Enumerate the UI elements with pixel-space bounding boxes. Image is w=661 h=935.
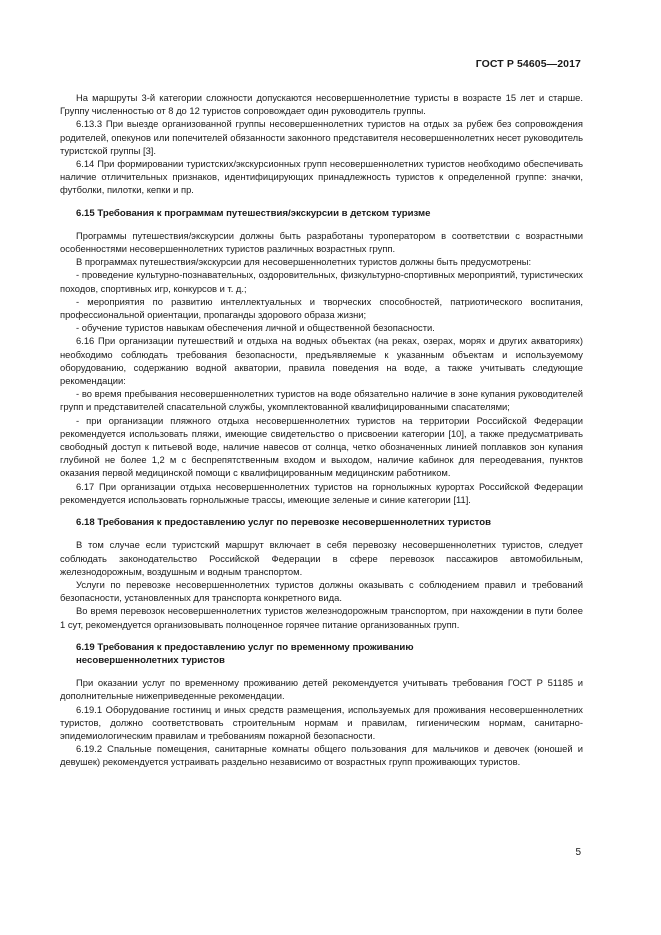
paragraph: 6.19.2 Спальные помещения, санитарные комнаты общего пользования для мальчиков и девочек (юношей и девушек) рекомендуется устраивать раздельно независимо от возрастных групп проживающих туристов.: [60, 743, 583, 768]
paragraph: Программы путешествия/экскурсии должны быть разработаны туроператором в соответствии с возрастными особенностями несовершеннолетних туристов различных возрастных групп.: [60, 229, 583, 255]
list-item: - проведение культурно-познавательных, оздоровительных, физкультурно-спортивных мероприятий, туристических походов, спортивных игр, конкурсов и т. д.;: [60, 269, 583, 294]
paragraph: В том случае если туристский маршрут включает в себя перевозку несовершеннолетних туристов, следует соблюдать законодательство Российской Федерации в сфере перевозок пассажиров автомобильным, железнодорожным, воздушным и водным транспортом.: [60, 539, 583, 577]
section-heading-line-1: 6.19 Требования к предоставлению услуг по временному проживанию: [76, 641, 414, 653]
paragraph: В программах путешествия/экскурсии для несовершеннолетних туристов должны быть предусмотрены:: [76, 256, 532, 268]
list-item: - мероприятия по развитию интеллектуальных и творческих способностей, патриотического воспитания, профессиональной ориентации, пропаганды здорового образа жизни;: [60, 295, 583, 321]
paragraph: 6.17 При организации отдыха несовершеннолетних туристов на горнолыжных курортах Российской Федерации рекомендуется использовать горнолыжные трассы, имеющие зеленые и синие категории [11].: [60, 480, 583, 505]
page-number: 5: [575, 847, 581, 858]
paragraph: 6.16 При организации путешествий и отдыха на водных объектах (на реках, озерах, морях и других акваториях) необходимо соблюдать требования безопасности, предъявляемые к указанным объектам и используемому оборудованию, содержанию водной акватории, правила поведения на воде, а также учитывать следующие рекомендации:: [60, 335, 583, 387]
document-body: [60, 91, 583, 769]
paragraph: 6.19.1 Оборудование гостиниц и иных средств размещения, используемых для проживания несовершеннолетних туристов, должно соответствовать строительным нормам и правилам, гигиеническим нормам, санитарно-эпидемиологическим правилам и требованиям пожарной безопасности.: [60, 703, 583, 741]
section-heading: [60, 641, 583, 667]
list-item: - при организации пляжного отдыха несовершеннолетних туристов на территории Российской Федерации рекомендуется использовать пляжи, имеющие свидетельство о присвоении категории [10], а также предусматривать свободный доступ к питьевой воде, наличие навесов от солнца, четко обозначенных линией поплавков зон купания глубиной не более 1,2 м с беспрепятственным входом и выходом, наличие кабинок для переодевания, пунктов оказания первой медицинской помощи с квалифицированным медицинским работником.: [60, 414, 583, 479]
paragraph: На маршруты 3-й категории сложности допускаются несовершеннолетние туристы в возрасте 15 лет и старше. Группу численностью от 8 до 12 туристов сопровождает один руководитель группы.: [60, 92, 583, 117]
list-item: - во время пребывания несовершеннолетних туристов на воде обязательно наличие в зоне купания руководителей групп и представителей спасательной службы, укомплектованной квалифицированными спасателями;: [60, 388, 583, 413]
paragraph: 6.13.3 При выезде организованной группы несовершеннолетних туристов на отдых за рубеж без сопровождения родителей, опекунов или попечителей обязанности законного представителя несовершеннолетних несет руководитель туристской группы [3].: [60, 118, 583, 156]
section-heading: 6.18 Требования к предоставлению услуг по перевозке несовершеннолетних туристов: [76, 517, 491, 529]
paragraph: 6.14 При формировании туристских/экскурсионных групп несовершеннолетних туристов необходимо обеспечивать наличие отличительных признаков, идентифицирующих принадлежность туристов к определенной группе: значки, футболки, пилотки, кепки и пр.: [60, 158, 583, 196]
list-item: - обучение туристов навыкам обеспечения личной и общественной безопасности.: [76, 322, 435, 334]
paragraph: Услуги по перевозке несовершеннолетних туристов должны оказывать с соблюдением правил и требований безопасности, установленных для транспорта конкретного вида.: [60, 578, 583, 604]
section-heading: 6.15 Требования к программам путешествия/экскурсии в детском туризме: [76, 207, 431, 219]
standard-number: ГОСТ Р 54605—2017: [475, 58, 581, 70]
section-heading-line-2: несовершеннолетних туристов: [76, 654, 225, 666]
paragraph: Во время перевозок несовершеннолетних туристов железнодорожным транспортом, при нахождении в пути более 1 сут, рекомендуется организовывать полноценное горячее питание организованных групп.: [60, 605, 583, 630]
paragraph: При оказании услуг по временному проживанию детей рекомендуется учитывать требования ГОСТ Р 51185 и дополнительные нижеприведенные рекомендации.: [60, 677, 583, 702]
